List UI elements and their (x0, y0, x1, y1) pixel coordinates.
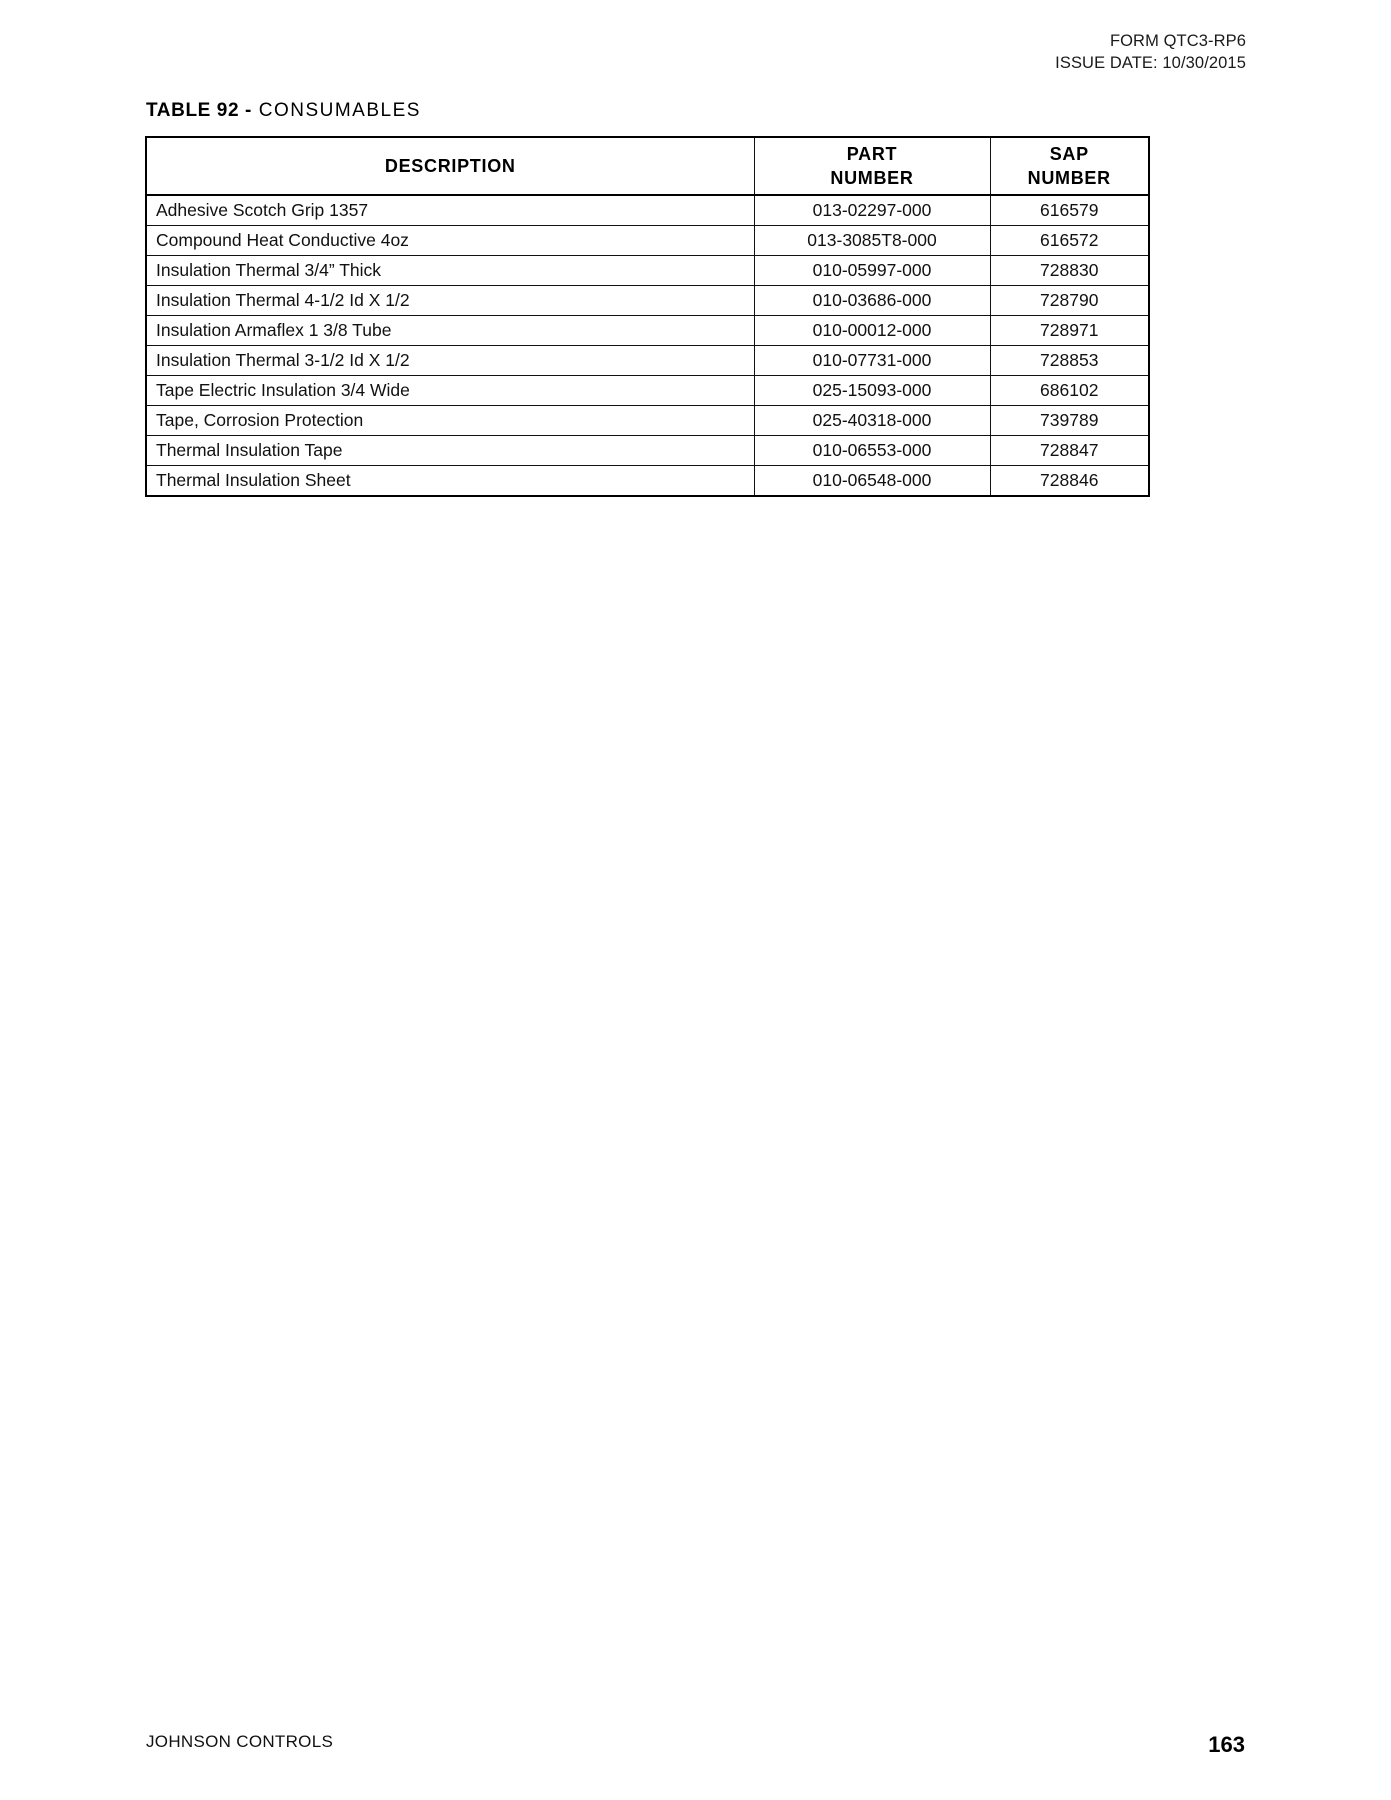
cell-part-number: 010-06553-000 (754, 436, 990, 466)
table-row (146, 226, 1149, 256)
consumables-table (145, 136, 1150, 497)
form-number: FORM QTC3-RP6 (1109, 32, 1246, 50)
cell-sap-number: 728971 (990, 316, 1149, 346)
cell-sap-number: 728790 (990, 286, 1149, 316)
footer-page-number: 163 (1208, 1732, 1245, 1757)
cell-part-number: 013-02297-000 (754, 195, 990, 226)
column-header-part-number-line2: NUMBER (830, 168, 914, 188)
document-header (1055, 30, 1246, 75)
issue-date: ISSUE DATE: 10/30/2015 (1055, 54, 1246, 73)
table-row (146, 256, 1149, 286)
table-caption-title: CONSUMABLES (258, 100, 421, 121)
cell-description: Insulation Thermal 3-1/2 Id X 1/2 (146, 346, 754, 376)
table-row (146, 286, 1149, 316)
cell-sap-number: 739789 (990, 406, 1149, 436)
table-row (146, 436, 1149, 466)
cell-description: Thermal Insulation Tape (146, 436, 754, 466)
cell-description: Tape Electric Insulation 3/4 Wide (146, 376, 754, 406)
table-caption (146, 100, 421, 122)
cell-sap-number: 616579 (990, 195, 1149, 226)
table-row (146, 346, 1149, 376)
cell-part-number: 025-15093-000 (754, 376, 990, 406)
cell-part-number: 010-03686-000 (754, 286, 990, 316)
table-header-row (146, 137, 1149, 195)
column-header-description (146, 137, 754, 195)
column-header-part-number (754, 137, 990, 195)
cell-part-number: 013-3085T8-000 (754, 226, 990, 256)
cell-description: Insulation Thermal 3/4” Thick (146, 256, 754, 286)
table-row (146, 466, 1149, 497)
cell-part-number: 010-07731-000 (754, 346, 990, 376)
cell-description: Adhesive Scotch Grip 1357 (146, 195, 754, 226)
cell-description: Thermal Insulation Sheet (146, 466, 754, 497)
column-header-sap-number-line2: NUMBER (1027, 168, 1111, 188)
table-head (146, 137, 1149, 195)
footer-company: JOHNSON CONTROLS (146, 1732, 334, 1751)
table-row (146, 316, 1149, 346)
cell-sap-number: 686102 (990, 376, 1149, 406)
column-header-description-line1: DESCRIPTION (384, 155, 516, 176)
table-row (146, 195, 1149, 226)
cell-sap-number: 728830 (990, 256, 1149, 286)
column-header-part-number-line1: PART (846, 143, 898, 164)
cell-part-number: 010-05997-000 (754, 256, 990, 286)
cell-sap-number: 728846 (990, 466, 1149, 497)
cell-part-number: 010-00012-000 (754, 316, 990, 346)
column-header-sap-number (990, 137, 1149, 195)
cell-part-number: 025-40318-000 (754, 406, 990, 436)
table-row (146, 376, 1149, 406)
table-body (146, 195, 1149, 496)
table-row (146, 406, 1149, 436)
consumables-table-container (145, 136, 1148, 497)
cell-description: Insulation Armaflex 1 3/8 Tube (146, 316, 754, 346)
cell-sap-number: 728847 (990, 436, 1149, 466)
table-caption-label: TABLE 92 - (146, 100, 252, 121)
cell-description: Tape, Corrosion Protection (146, 406, 754, 436)
cell-sap-number: 616572 (990, 226, 1149, 256)
cell-part-number: 010-06548-000 (754, 466, 990, 497)
cell-description: Compound Heat Conductive 4oz (146, 226, 754, 256)
column-header-sap-number-line1: SAP (1049, 143, 1089, 164)
cell-sap-number: 728853 (990, 346, 1149, 376)
cell-description: Insulation Thermal 4-1/2 Id X 1/2 (146, 286, 754, 316)
